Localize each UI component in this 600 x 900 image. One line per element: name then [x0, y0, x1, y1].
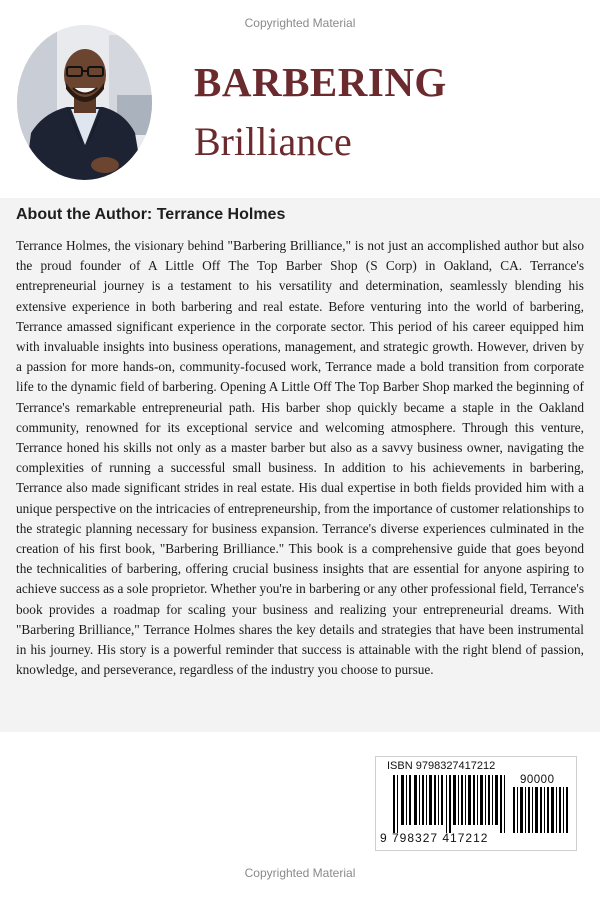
addon-barcode-bars-icon	[513, 787, 569, 833]
book-title-line-2: Brilliance	[194, 119, 352, 164]
author-portrait-icon	[17, 25, 152, 180]
copyright-watermark-top: Copyrighted Material	[244, 16, 356, 30]
author-bio: Terrance Holmes, the visionary behind "Barbering Brilliance," is not just an accomplished author but also the proud founder of A Little Off The Top Barber Shop (S Corp) in Oakland, CA. Terrance's entrepreneurial journey is a testament to his versatility and determination, seamlessly blending his extensive experience in both barbering and real estate. Before venturing into the world of barbering, Terrance amassed significant experience in the corporate sector. This period of his career equipped him with invaluable insights into business operations, management, and strategic growth. However, driven by a passion for more hands-on, community-focused work, Terrance made a bold transition from corporate life to the dynamic field of barbering. Opening A Little Off The Top Barber Shop marked the beginning of Terrance's remarkable entrepreneurial path. His barber shop quickly became a staple in the Oakland community, renowned for its exceptional service and welcoming atmosphere. Through this venture, Terrance honed his skills not only as a master barber but also as a savvy business owner, navigating the complexities of running a successful small business. In addition to his achievements in barbering, Terrance also made significant strides in real estate. His dual expertise in both fields provided him with a unique perspective on the intricacies of entrepreneurship, from the importance of customer relationships to the strategic planning necessary for business expansion. Terrance's diverse experiences culminated in the creation of his first book, "Barbering Brilliance." This book is a comprehensive guide that goes beyond the technicalities of barbering, offering crucial business insights that are essential for anyone aspiring to achieve success as a sole proprietor. Whether you're in barbering or any other professional field, Terrance's book provides a roadmap for scaling your business and realizing your entrepreneurial dreams. With "Barbering Brilliance," Terrance Holmes shares the key details and strategies that have been instrumental in his journey. His story is a powerful reminder that success is attainable with the right blend of passion, knowledge, and perseverance, regardless of the industry you choose to pursue.	[16, 238, 584, 678]
book-title-line-1: BARBERING	[194, 59, 447, 105]
about-author-section	[0, 198, 600, 732]
price-code: 90000	[520, 774, 555, 786]
isbn-barcode	[375, 756, 577, 851]
barcode-bars-icon	[393, 775, 509, 833]
author-portrait	[17, 25, 152, 180]
isbn-label: ISBN 9798327417212	[387, 760, 496, 772]
barcode-number: 9 798327 417212	[380, 831, 489, 845]
about-author-heading: About the Author: Terrance Holmes	[16, 206, 286, 223]
copyright-watermark-bottom: Copyrighted Material	[244, 866, 356, 880]
